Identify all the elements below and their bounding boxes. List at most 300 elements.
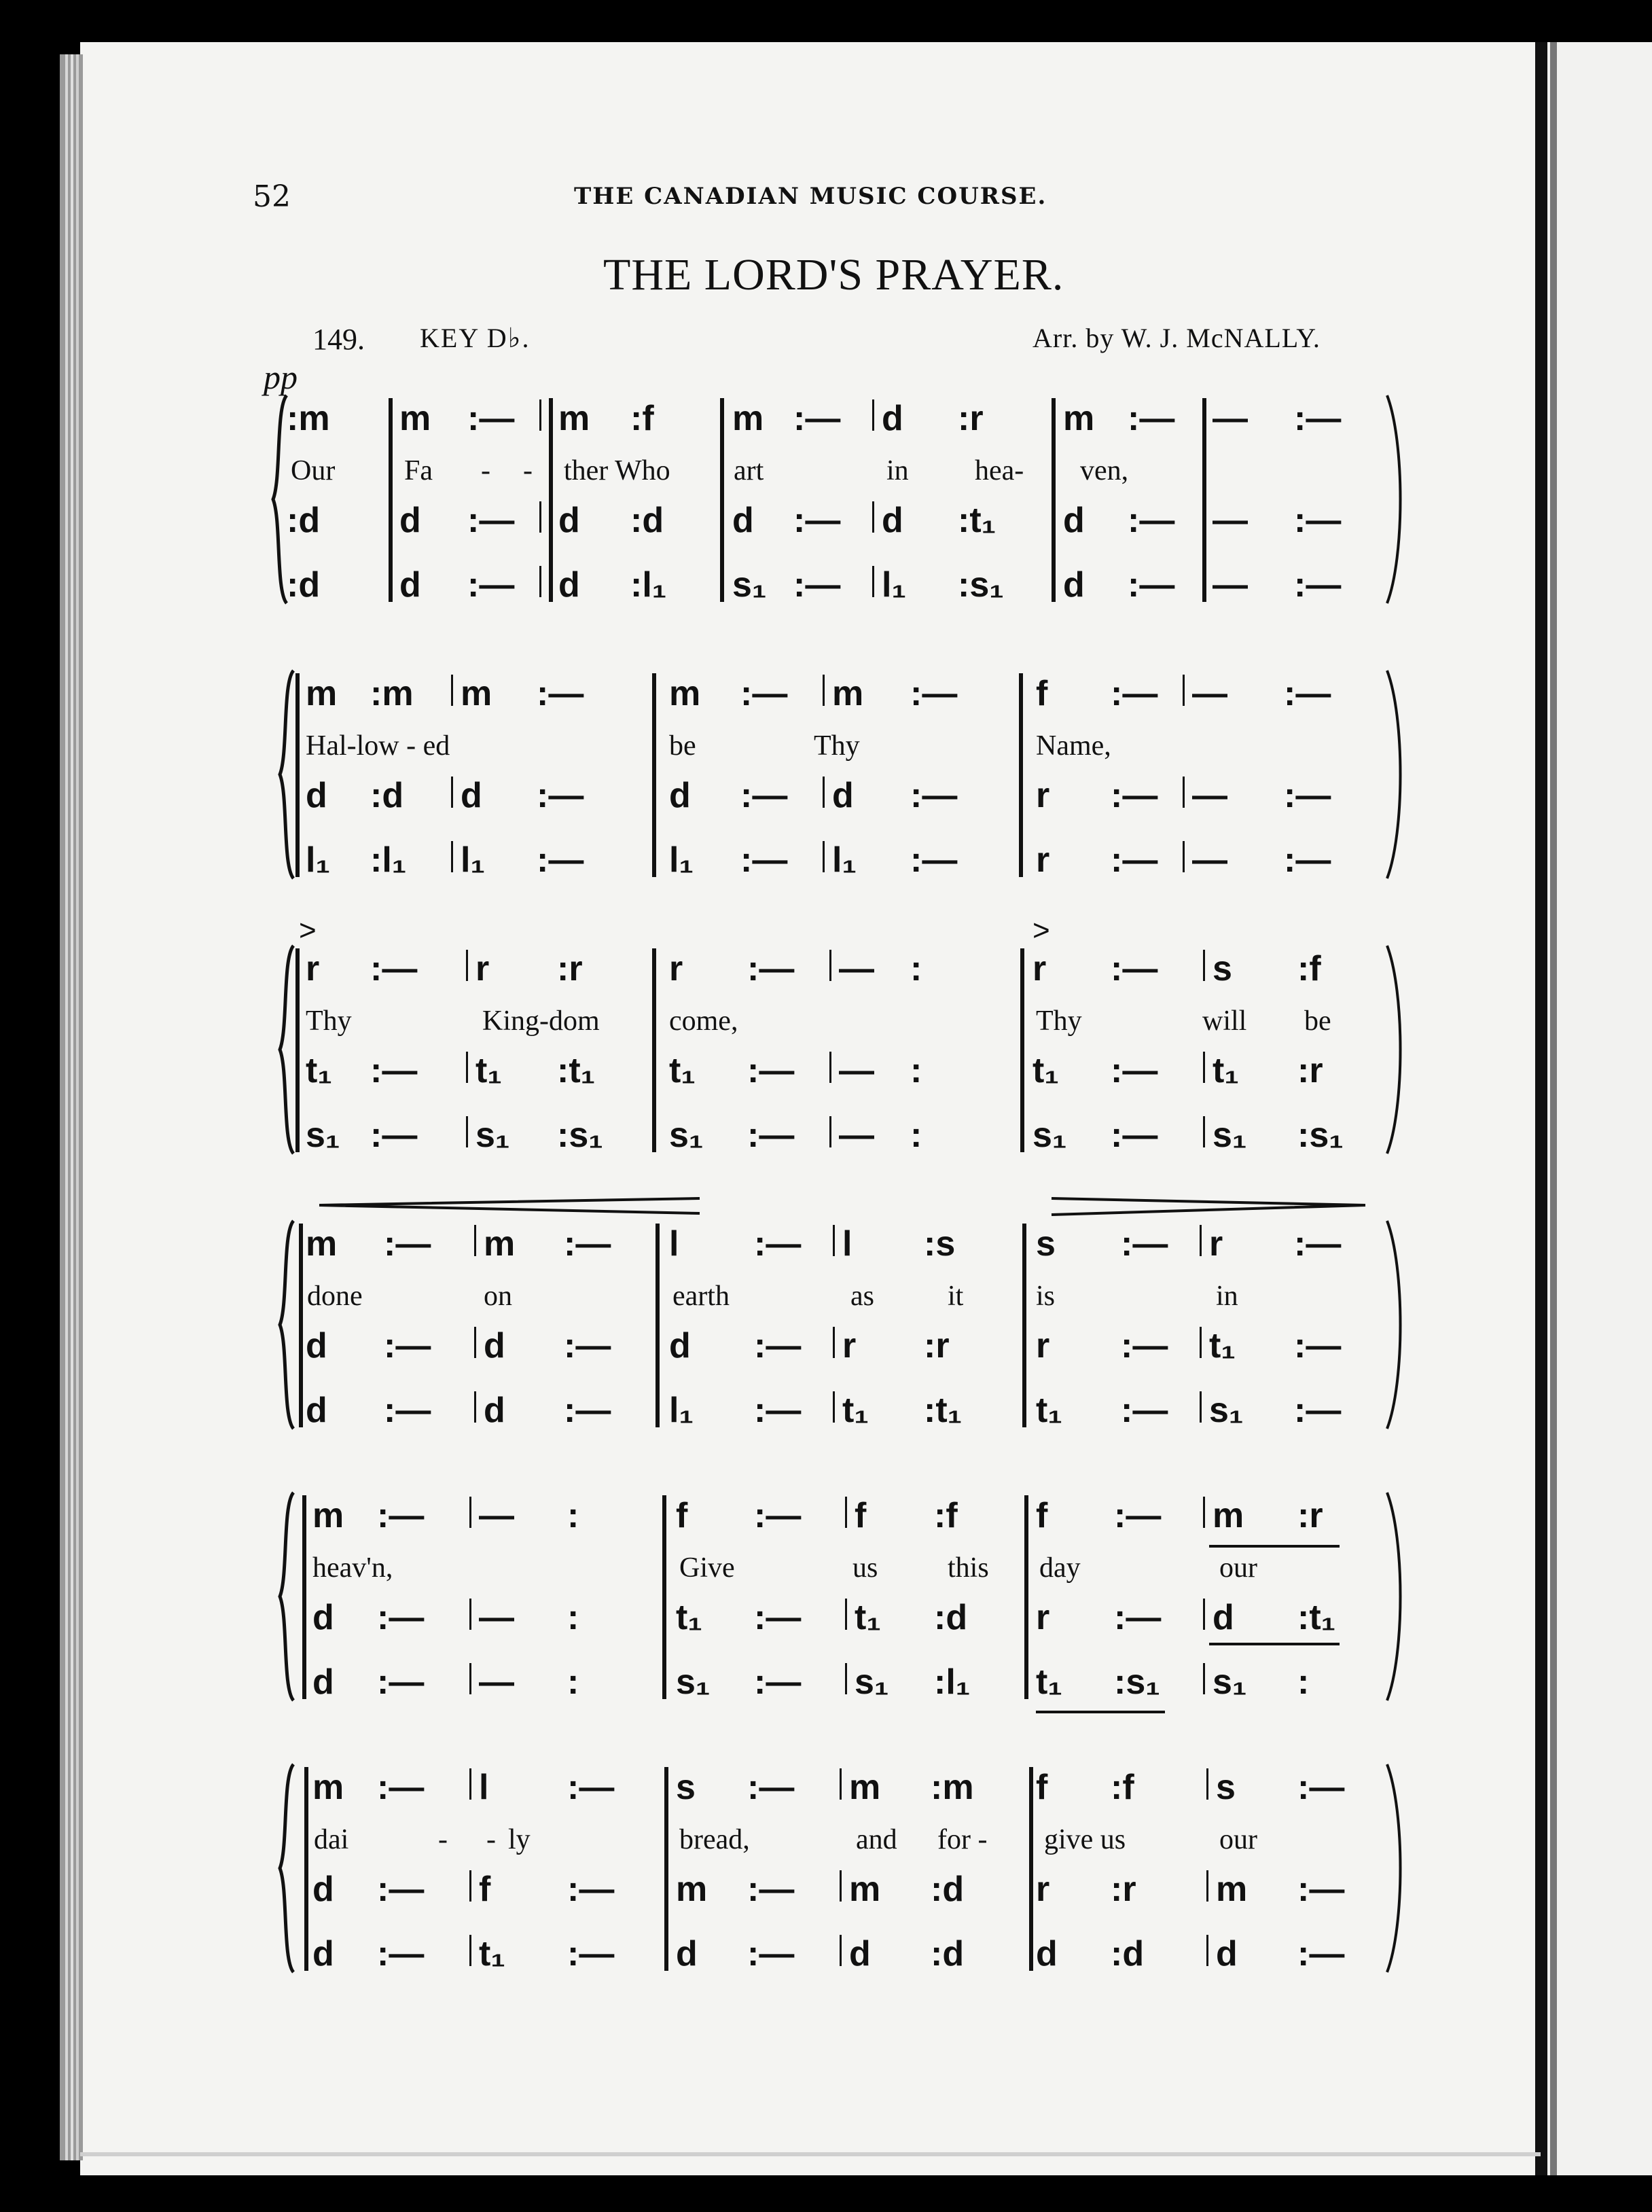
bass-note: :l₁ [630, 565, 667, 605]
treble-note: :— [1294, 399, 1342, 438]
beat-divider [1183, 777, 1185, 808]
bass-note: :— [1294, 1391, 1342, 1430]
beat-divider [829, 1116, 831, 1147]
beat-divider [833, 1327, 835, 1358]
alto-note: t₁ [1209, 1326, 1236, 1366]
lyric-syllable: and [856, 1824, 897, 1855]
alto-note: r [1036, 1598, 1050, 1637]
lyric-syllable: art [734, 455, 764, 486]
treble-note: :f [1111, 1768, 1134, 1807]
treble-note: :f [630, 399, 654, 438]
alto-note: :— [1294, 1326, 1342, 1366]
bass-note: s₁ [1213, 1116, 1247, 1155]
bass-note: l₁ [669, 840, 694, 880]
beat-divider [469, 1935, 471, 1966]
bass-note: :t₁ [924, 1391, 963, 1430]
bass-note: :— [564, 1391, 611, 1430]
treble-note: :— [747, 1768, 795, 1807]
bass-note: t₁ [1036, 1662, 1062, 1702]
alto-note: d [732, 501, 754, 540]
beat-divider [1203, 1663, 1205, 1694]
beat-divider [539, 566, 541, 597]
treble-note: f [1036, 1768, 1048, 1807]
alto-note: :— [747, 1870, 795, 1909]
lyric-syllable: day [1039, 1552, 1081, 1584]
bass-note: l₁ [669, 1391, 694, 1430]
beat-divider [1206, 1935, 1208, 1966]
beat-divider [1203, 1116, 1205, 1147]
beat-divider [466, 950, 468, 981]
bass-note: :— [1284, 840, 1331, 880]
bass-note: r [1036, 840, 1050, 880]
bar-line [304, 1767, 308, 1971]
bar-line [652, 673, 656, 877]
lyric-syllable: Thy [306, 1005, 352, 1037]
alto-note: f [479, 1870, 491, 1909]
treble-note: m [669, 674, 701, 713]
bar-line [302, 1495, 306, 1699]
bar-line [1022, 1224, 1026, 1427]
page-number: 52 [253, 179, 291, 214]
alto-note: :r [1297, 1051, 1323, 1090]
beat-divider [1183, 841, 1185, 872]
bar-line [720, 398, 724, 602]
gutter-shadow [1550, 42, 1557, 2175]
alto-note: d [669, 1326, 691, 1366]
bar-line [652, 948, 656, 1152]
beat-divider [840, 1935, 842, 1966]
alto-note: — [839, 1051, 874, 1090]
alto-note: :t₁ [1297, 1598, 1336, 1637]
bass-note: :d [1111, 1934, 1145, 1974]
lyric-syllable: done [307, 1281, 363, 1312]
alto-note: :d [370, 776, 404, 815]
lyric-syllable: dai [314, 1824, 349, 1855]
lyric-syllable: - [481, 455, 490, 486]
lyric-syllable: give us [1044, 1824, 1126, 1855]
alto-slur [1209, 1643, 1340, 1645]
lyric-syllable: Hal-low - ed [306, 730, 450, 762]
beat-divider [1200, 1327, 1202, 1358]
beat-divider [829, 950, 831, 981]
alto-note: :— [377, 1870, 425, 1909]
book-gutter [1535, 42, 1547, 2175]
treble-note: :— [1114, 1496, 1162, 1535]
lyric-syllable: hea- [975, 455, 1024, 486]
lyric-syllable: Name, [1036, 730, 1111, 762]
treble-note: : [567, 1496, 579, 1535]
beat-divider [1203, 566, 1205, 597]
treble-note: r [475, 949, 490, 988]
treble-note: :f [1297, 949, 1321, 988]
alto-note: :— [537, 776, 584, 815]
alto-note: — [1192, 776, 1227, 815]
alto-note: :— [1121, 1326, 1168, 1366]
bass-note: : [1297, 1662, 1310, 1702]
treble-note: :— [567, 1768, 615, 1807]
treble-note: :m [931, 1768, 974, 1807]
bass-note: : [910, 1116, 922, 1155]
treble-note: s [1216, 1768, 1236, 1807]
lyric-syllable: ven, [1080, 455, 1129, 486]
bass-note: :— [370, 1116, 418, 1155]
treble-note: s [676, 1768, 696, 1807]
alto-note: :— [370, 1051, 418, 1090]
treble-note: m [306, 674, 338, 713]
treble-note: :— [384, 1224, 431, 1264]
alto-note: d [882, 501, 903, 540]
beat-divider [539, 501, 541, 533]
alto-note: :t₁ [557, 1051, 596, 1090]
alto-note: d [399, 501, 421, 540]
bass-note: d [306, 1391, 327, 1430]
beat-divider [1203, 1599, 1205, 1630]
lyric-syllable: ly [508, 1824, 531, 1855]
beat-divider [1200, 1225, 1202, 1256]
beat-divider [872, 399, 874, 431]
treble-note: m [399, 399, 431, 438]
alto-note: :— [1284, 776, 1331, 815]
beat-divider [1206, 1768, 1208, 1800]
treble-note: :— [377, 1496, 425, 1535]
bass-note: l₁ [461, 840, 485, 880]
treble-note: m [484, 1224, 516, 1264]
bar-line [299, 1224, 303, 1427]
bass-note: t₁ [842, 1391, 869, 1430]
alto-note: d [306, 776, 327, 815]
lyric-syllable: - [523, 455, 533, 486]
bass-note: :— [377, 1934, 425, 1974]
alto-note: :— [740, 776, 788, 815]
beat-divider [840, 1768, 842, 1800]
bass-note: l₁ [832, 840, 857, 880]
treble-note: r [306, 949, 320, 988]
bass-note: :s₁ [1114, 1662, 1160, 1702]
treble-note: — [1192, 674, 1227, 713]
bass-note: :— [467, 565, 515, 605]
beat-divider [845, 1663, 847, 1694]
alto-note: t₁ [676, 1598, 702, 1637]
treble-note: m [849, 1768, 881, 1807]
bar-line [549, 398, 553, 602]
beat-divider [1183, 675, 1185, 706]
treble-note: f [1036, 674, 1048, 713]
lyric-syllable: in [1216, 1281, 1238, 1312]
dynamic-marking: pp [264, 358, 298, 396]
alto-note: :— [1294, 501, 1342, 540]
beat-divider [872, 566, 874, 597]
bar-line [1024, 1495, 1028, 1699]
bass-note: s₁ [732, 565, 767, 605]
alto-note: t₁ [306, 1051, 332, 1090]
treble-note: f [1036, 1496, 1048, 1535]
alto-note: :— [793, 501, 841, 540]
beat-divider [474, 1225, 476, 1256]
treble-note: :r [1297, 1496, 1323, 1535]
treble-slur [1209, 1545, 1340, 1548]
treble-note: m [732, 399, 764, 438]
beat-divider [1203, 399, 1205, 431]
beat-divider [466, 1116, 468, 1147]
lyric-syllable: Our [291, 455, 336, 486]
treble-note: m [461, 674, 492, 713]
lyric-syllable: on [484, 1281, 512, 1312]
bass-note: d [399, 565, 421, 605]
treble-note: :— [754, 1224, 802, 1264]
beat-divider [833, 1391, 835, 1423]
alto-note: :d [287, 501, 321, 540]
treble-note: :— [1297, 1768, 1345, 1807]
treble-note: r [1032, 949, 1047, 988]
alto-note: :r [924, 1326, 950, 1366]
bass-note: s₁ [1213, 1662, 1247, 1702]
beat-divider [872, 501, 874, 533]
bass-note: d [312, 1662, 334, 1702]
treble-note: :m [370, 674, 414, 713]
beat-divider [469, 1497, 471, 1528]
lyric-syllable: this [948, 1552, 989, 1584]
bass-note: :— [747, 1934, 795, 1974]
beat-divider [451, 675, 453, 706]
bar-line [664, 1767, 668, 1971]
treble-note: f [855, 1496, 867, 1535]
lyric-syllable: - [486, 1824, 496, 1855]
alto-note: :— [747, 1051, 795, 1090]
treble-note: :s [924, 1224, 956, 1264]
bass-note: s₁ [1209, 1391, 1244, 1430]
treble-note: :— [1111, 949, 1158, 988]
page-edge-bottom [80, 2152, 1541, 2156]
accent-mark: > [1032, 914, 1050, 947]
bass-note: :— [910, 840, 958, 880]
lyric-syllable: will [1202, 1005, 1247, 1037]
beat-divider [469, 1663, 471, 1694]
bass-note: s₁ [306, 1116, 340, 1155]
treble-note: : [910, 949, 922, 988]
beat-divider [1203, 1497, 1205, 1528]
beat-divider [1206, 1870, 1208, 1902]
bass-note: :— [747, 1116, 795, 1155]
treble-note: m [1063, 399, 1095, 438]
treble-note: :— [377, 1768, 425, 1807]
lyric-syllable: come, [669, 1005, 738, 1037]
lyric-syllable: King-dom [482, 1005, 600, 1037]
treble-note: :r [958, 399, 984, 438]
treble-note: l [669, 1224, 679, 1264]
lyric-syllable: us [852, 1552, 878, 1584]
song-title: THE LORD'S PRAYER. [603, 250, 1064, 300]
bass-note: :— [1128, 565, 1175, 605]
bass-note: :— [1111, 840, 1158, 880]
alto-note: :— [467, 501, 515, 540]
bass-note: t₁ [1036, 1391, 1062, 1430]
alto-note: : [910, 1051, 922, 1090]
alto-note: — [479, 1598, 514, 1637]
bass-note: d [484, 1391, 505, 1430]
bar-line [662, 1495, 666, 1699]
beat-divider [823, 675, 825, 706]
bass-note: s₁ [676, 1662, 711, 1702]
beat-divider [823, 841, 825, 872]
treble-note: :m [287, 399, 330, 438]
treble-note: m [832, 674, 864, 713]
key-signature: KEY D♭. [420, 323, 531, 353]
beat-divider [1203, 501, 1205, 533]
beat-divider [539, 399, 541, 431]
alto-note: t₁ [855, 1598, 881, 1637]
alto-note: d [558, 501, 580, 540]
bar-line [656, 1224, 660, 1427]
treble-note: — [479, 1496, 514, 1535]
alto-note: :t₁ [958, 501, 996, 540]
alto-note: d [1063, 501, 1085, 540]
bass-note: :— [1121, 1391, 1168, 1430]
alto-note: t₁ [669, 1051, 696, 1090]
bass-note: l₁ [882, 565, 906, 605]
lyric-syllable: Thy [814, 730, 860, 762]
alto-note: d [832, 776, 854, 815]
bass-note: d [676, 1934, 698, 1974]
alto-note: :r [1111, 1870, 1136, 1909]
treble-note: :— [740, 674, 788, 713]
beat-divider [845, 1497, 847, 1528]
alto-note: r [1036, 776, 1050, 815]
alto-note: :d [630, 501, 664, 540]
bass-slur [1036, 1711, 1165, 1713]
treble-note: r [669, 949, 683, 988]
bass-note: :d [931, 1934, 965, 1974]
alto-note: :— [377, 1598, 425, 1637]
bass-note: :— [537, 840, 584, 880]
bass-note: : [567, 1662, 579, 1702]
lyric-syllable: is [1036, 1281, 1056, 1312]
beat-divider [845, 1599, 847, 1630]
bass-note: — [1192, 840, 1227, 880]
bass-note: :l₁ [934, 1662, 971, 1702]
lyric-syllable: ther Who [564, 455, 670, 486]
beat-divider [823, 777, 825, 808]
bass-note: :— [567, 1934, 615, 1974]
bass-note: — [1213, 565, 1248, 605]
lyric-syllable: earth [672, 1281, 730, 1312]
treble-note: :— [564, 1224, 611, 1264]
lyric-syllable: for - [937, 1824, 988, 1855]
alto-note: r [842, 1326, 857, 1366]
treble-note: :— [1121, 1224, 1168, 1264]
bottom-margin [0, 2178, 1652, 2212]
treble-note: s [1213, 949, 1232, 988]
alto-note: m [1216, 1870, 1248, 1909]
bass-note: :— [377, 1662, 425, 1702]
alto-note: r [1036, 1326, 1050, 1366]
facing-page [1541, 42, 1652, 2175]
treble-note: :— [467, 399, 515, 438]
bass-note: — [839, 1116, 874, 1155]
fore-edge-pages [60, 54, 83, 2160]
beat-divider [833, 1225, 835, 1256]
treble-note: m [306, 1224, 338, 1264]
treble-note: m [312, 1496, 344, 1535]
running-head: THE CANADIAN MUSIC COURSE. [574, 183, 1047, 210]
bar-line [1020, 948, 1024, 1152]
treble-note: :— [370, 949, 418, 988]
bass-note: :s₁ [958, 565, 1004, 605]
alto-note: :d [934, 1598, 968, 1637]
beat-divider [1203, 1052, 1205, 1083]
beat-divider [840, 1870, 842, 1902]
lyric-syllable: Give [679, 1552, 735, 1584]
alto-note: d [312, 1870, 334, 1909]
bass-note: :s₁ [1297, 1116, 1344, 1155]
bass-note: :— [1111, 1116, 1158, 1155]
alto-note: d [669, 776, 691, 815]
treble-note: r [1209, 1224, 1223, 1264]
beat-divider [469, 1599, 471, 1630]
alto-note: t₁ [1032, 1051, 1059, 1090]
beat-divider [474, 1327, 476, 1358]
bass-note: :— [1297, 1934, 1345, 1974]
lyric-syllable: in [886, 455, 909, 486]
beat-divider [469, 1870, 471, 1902]
bass-note: s₁ [669, 1116, 704, 1155]
alto-note: t₁ [1213, 1051, 1239, 1090]
bass-note: :— [793, 565, 841, 605]
alto-note: — [1213, 501, 1248, 540]
bass-note: s₁ [475, 1116, 510, 1155]
alto-note: m [676, 1870, 708, 1909]
treble-note: :— [1128, 399, 1175, 438]
treble-note: m [312, 1768, 344, 1807]
alto-note: :— [384, 1326, 431, 1366]
treble-note: :— [537, 674, 584, 713]
bass-note: :— [740, 840, 788, 880]
bass-note: s₁ [1032, 1116, 1067, 1155]
alto-note: m [849, 1870, 881, 1909]
bar-line [1029, 1767, 1033, 1971]
lyric-syllable: heav'n, [312, 1552, 393, 1584]
treble-note: :— [1294, 1224, 1342, 1264]
beat-divider [469, 1768, 471, 1800]
treble-note: m [1213, 1496, 1244, 1535]
bass-note: d [558, 565, 580, 605]
alto-note: d [484, 1326, 505, 1366]
alto-note: d [312, 1598, 334, 1637]
alto-note: :— [1114, 1598, 1162, 1637]
beat-divider [451, 841, 453, 872]
alto-note: :— [1297, 1870, 1345, 1909]
treble-note: :— [747, 949, 795, 988]
alto-note: :— [564, 1326, 611, 1366]
bass-note: — [479, 1662, 514, 1702]
bass-note: :— [1294, 565, 1342, 605]
beat-divider [474, 1391, 476, 1423]
bass-note: :— [754, 1391, 802, 1430]
bass-note: d [1063, 565, 1085, 605]
tune-number: 149. [312, 323, 365, 356]
alto-note: :d [931, 1870, 965, 1909]
alto-note: :— [1111, 776, 1158, 815]
treble-note: — [839, 949, 874, 988]
treble-note: :— [1284, 674, 1331, 713]
treble-note: :r [557, 949, 583, 988]
bar-line [1019, 673, 1023, 877]
treble-note: m [558, 399, 590, 438]
lyric-syllable: be [1304, 1005, 1331, 1037]
treble-note: l [842, 1224, 852, 1264]
treble-note: f [676, 1496, 688, 1535]
lyric-syllable: - [438, 1824, 448, 1855]
bass-note: :l₁ [370, 840, 407, 880]
